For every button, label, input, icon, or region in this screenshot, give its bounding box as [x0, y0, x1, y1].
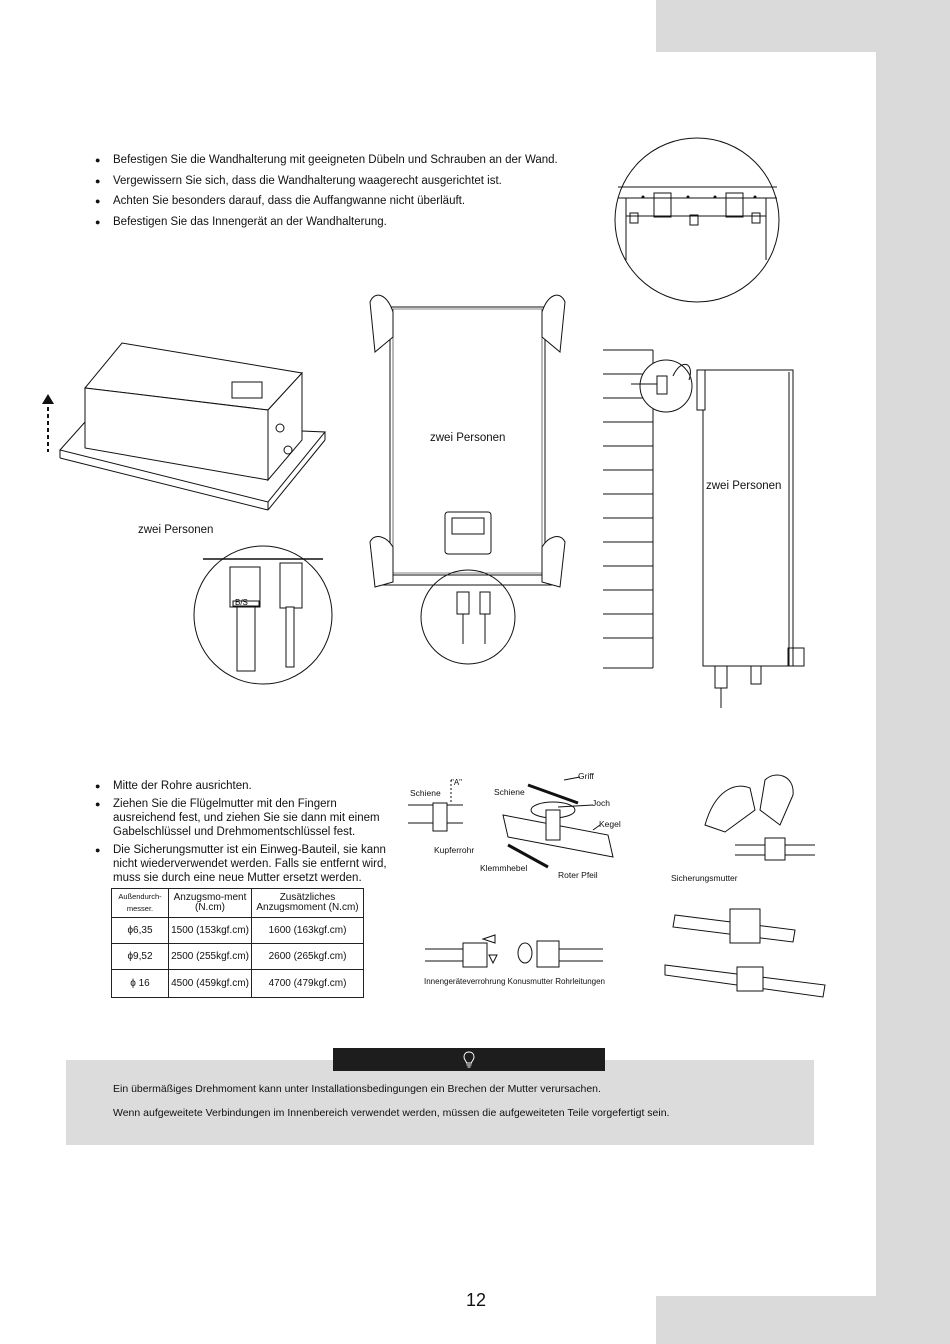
list-item: ● Ziehen Sie die Flügelmutter mit den Fingern ausreichend fest, und ziehen Sie sie dann mit einem Gabelschlüssel und Drehmomentschlüssel fest.: [95, 797, 400, 839]
torque-table: [111, 888, 364, 998]
pipe-instructions: [95, 779, 400, 889]
lock-nut-illustration: [665, 895, 830, 1005]
center-unit-label: zwei Personen: [430, 432, 506, 444]
table-row: [112, 970, 364, 998]
list-item: ● Mitte der Rohre ausrichten.: [95, 779, 400, 793]
unit-lift-illustration: [40, 340, 330, 505]
list-item: ● Achten Sie besonders darauf, dass die Auffangwanne nicht überläuft.: [95, 194, 615, 208]
table-cell: 4700 (479kgf.cm): [252, 970, 364, 998]
list-item: ● Vergewissern Sie sich, dass die Wandhalterung waagerecht ausgerichtet ist.: [95, 174, 615, 188]
wall-bracket-closeup: [610, 135, 785, 305]
table-header-row: [112, 889, 364, 918]
label-klemmhebel: Klemmhebel: [480, 863, 528, 873]
list-item: ● Befestigen Sie das Innengerät an der Wandhalterung.: [95, 215, 615, 229]
list-item: ● Befestigen Sie die Wandhalterung mit geeigneten Dübeln und Schrauben an der Wand.: [95, 153, 615, 167]
table-cell: ϕ 16: [112, 970, 169, 998]
flare-nut-connection: [425, 935, 605, 975]
wall-mount-side-view: [603, 348, 808, 713]
column-header: Anzugsmo-ment (N.cm): [169, 889, 252, 918]
note-text: Ein übermäßiges Drehmoment kann unter Installationsbedingungen ein Brechen der Mutter verursachen.: [113, 1083, 601, 1095]
pipe-connection-closeup: [193, 545, 338, 688]
side-margin-strip: [876, 52, 950, 1296]
table-row: [112, 918, 364, 944]
flare-caption: Innengeräteverrohrung Konusmutter Rohrleitungen: [424, 977, 606, 986]
note-box: [66, 1060, 814, 1145]
table-cell: ϕ9,52: [112, 944, 169, 970]
footer-tab: [656, 1296, 950, 1344]
label-joch: Joch: [592, 798, 610, 808]
table-cell: 1500 (153kgf.cm): [169, 918, 252, 944]
label-schiene: Schiene: [494, 787, 525, 797]
wrench-tightening-illustration: [695, 770, 825, 860]
column-header: Außendurch-messer.: [112, 889, 169, 918]
label-sicherungsmutter: Sicherungsmutter: [671, 873, 738, 883]
table-row: [112, 944, 364, 970]
right-unit-label: zwei Personen: [706, 480, 782, 492]
left-unit-label: zwei Personen: [138, 524, 214, 536]
label-griff: Griff: [578, 771, 594, 781]
column-header: Zusätzliches Anzugsmoment (N.cm): [252, 889, 364, 918]
table-cell: ϕ6,35: [112, 918, 169, 944]
label-roter-pfeil: Roter Pfeil: [558, 870, 598, 880]
table-cell: 2600 (265kgf.cm): [252, 944, 364, 970]
closeup-tag: B/S: [235, 598, 248, 607]
table-cell: 4500 (459kgf.cm): [169, 970, 252, 998]
header-tab: [656, 0, 950, 52]
table-cell: 2500 (255kgf.cm): [169, 944, 252, 970]
label-kegel: Kegel: [599, 819, 621, 829]
label-a-mark: "A": [451, 778, 463, 787]
unit-front-illustration: [365, 292, 575, 682]
mounting-instructions: [95, 153, 615, 235]
label-schiene-left: Schiene: [410, 788, 441, 798]
page-number: 12: [466, 1290, 487, 1310]
list-item: ● Die Sicherungsmutter ist ein Einweg-Bauteil, sie kann nicht wiederverwendet werden. Falls sie entfernt wird, muss sie durch eine neue Mutter ersetzt werden.: [95, 843, 400, 885]
label-kupferrohr: Kupferrohr: [434, 845, 475, 855]
note-header-bar: [333, 1048, 605, 1071]
table-cell: 1600 (163kgf.cm): [252, 918, 364, 944]
note-text: Wenn aufgeweitete Verbindungen im Innenbereich verwendet werden, müssen die aufgeweiteten Teile vorgefertigt sein.: [113, 1107, 670, 1119]
lightbulb-icon: [463, 1051, 475, 1068]
